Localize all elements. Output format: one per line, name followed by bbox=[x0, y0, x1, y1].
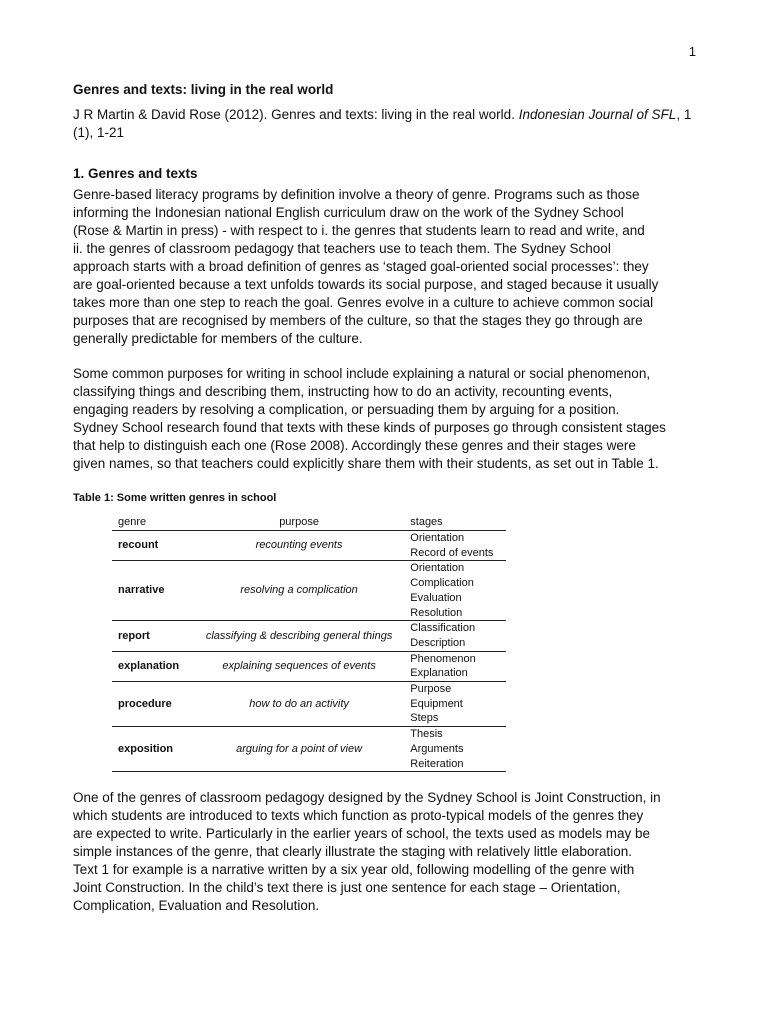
stage-item: Thesis bbox=[410, 728, 443, 741]
stage-item: Description bbox=[410, 636, 466, 649]
stage-item: Reiteration bbox=[410, 757, 464, 770]
table-row bbox=[112, 531, 506, 561]
stages-cell bbox=[404, 621, 506, 651]
stage-item: Orientation bbox=[410, 532, 465, 544]
stage-item: Phenomenon bbox=[410, 652, 476, 665]
genre-cell: report bbox=[112, 621, 194, 651]
stage-item: Complication bbox=[410, 577, 474, 590]
section-heading: 1. Genres and texts bbox=[73, 166, 198, 181]
page-number: 1 bbox=[688, 44, 696, 59]
paragraph-2: Some common purposes for writing in school include explaining a natural or social phenomenon, classifying things and describing them, instructing how to do an activity, recounting events, engaging readers by resolving a complication, or persuading them by arguing for a position. Sydney School research found that texts with these kinds of purposes go through consistent stages that help to distinguish each one (Rose 2008). Accordingly these genres and their stages were given names, so that teachers could explicitly share them with their students, as set out in Table 1. bbox=[73, 366, 666, 471]
table-row bbox=[112, 651, 506, 681]
stage-item: Equipment bbox=[410, 697, 463, 710]
paragraph-1: Genre-based literacy programs by definition involve a theory of genre. Programs such as those informing the Indonesian national English curriculum draw on the work of the Sydney School (Rose & Martin in press) - with respect to i. the genres that students learn to read and write, and ii. the genres of classroom pedagogy that teachers use to teach them. The Sydney School approach starts with a broad definition of genres as ‘staged goal-oriented social processes’: they are goal-oriented because a text unfolds towards its social purpose, and staged because it usually takes more than one step to reach the goal. Genres evolve in a culture to achieve common social purposes that are recognised by members of the culture, so that the stages they go through are generally predictable for members of the culture. bbox=[73, 187, 659, 346]
table-row bbox=[112, 727, 506, 772]
table-caption: Table 1: Some written genres in school bbox=[73, 492, 277, 504]
stage-item: Classification bbox=[410, 622, 476, 635]
header-purpose: purpose bbox=[194, 514, 404, 531]
genre-cell: recount bbox=[112, 531, 194, 561]
stage-item: Purpose bbox=[410, 683, 452, 696]
genre-table bbox=[112, 514, 506, 772]
table-row bbox=[112, 682, 506, 727]
stage-item: Explanation bbox=[410, 667, 468, 680]
stage-item: Resolution bbox=[410, 606, 463, 619]
citation-prefix: J R Martin & David Rose (2012). Genres and texts: living in the real world. bbox=[73, 107, 519, 122]
purpose-cell: how to do an activity bbox=[194, 682, 404, 727]
genre-cell: narrative bbox=[112, 561, 194, 621]
citation-suffix: , 1 (1), 1-21 bbox=[73, 107, 692, 140]
table-row bbox=[112, 561, 506, 621]
table-header-row bbox=[112, 514, 506, 531]
stage-item: Orientation bbox=[410, 562, 465, 575]
citation-journal: Indonesian Journal of SFL bbox=[518, 107, 677, 122]
purpose-cell: recounting events bbox=[194, 531, 404, 561]
header-genre: genre bbox=[112, 514, 194, 531]
stage-item: Record of events bbox=[410, 546, 494, 559]
purpose-cell: resolving a complication bbox=[194, 561, 404, 621]
document-title: Genres and texts: living in the real world bbox=[73, 82, 334, 97]
purpose-cell: explaining sequences of events bbox=[194, 651, 404, 681]
purpose-cell: classifying & describing general things bbox=[194, 621, 404, 651]
header-stages: stages bbox=[404, 514, 506, 531]
stages-cell bbox=[404, 651, 506, 681]
table-row bbox=[112, 621, 506, 651]
stages-cell bbox=[404, 682, 506, 727]
stage-item: Steps bbox=[410, 712, 439, 725]
genre-cell: exposition bbox=[112, 727, 194, 772]
stages-cell bbox=[404, 727, 506, 772]
paragraph-3: One of the genres of classroom pedagogy designed by the Sydney School is Joint Construction, in which students are introduced to texts which function as proto-typical models of the genres they are expected to write. Particularly in the earlier years of school, the texts used as models may be simple instances of the genre, that clearly illustrate the staging with relatively little elaboration. Text 1 for example is a narrative written by a six year old, following modelling of the genre with Joint Construction. In the child’s text there is just one sentence for each stage – Orientation, Complication, Evaluation and Resolution. bbox=[73, 790, 661, 914]
genre-cell: explanation bbox=[112, 651, 194, 681]
table-body bbox=[112, 531, 506, 772]
document-body bbox=[73, 81, 703, 915]
stages-cell bbox=[404, 561, 506, 621]
stage-item: Arguments bbox=[410, 742, 464, 755]
genre-cell: procedure bbox=[112, 682, 194, 727]
stages-cell bbox=[404, 531, 506, 561]
purpose-cell: arguing for a point of view bbox=[194, 727, 404, 772]
stage-item: Evaluation bbox=[410, 591, 462, 604]
citation bbox=[73, 106, 703, 142]
